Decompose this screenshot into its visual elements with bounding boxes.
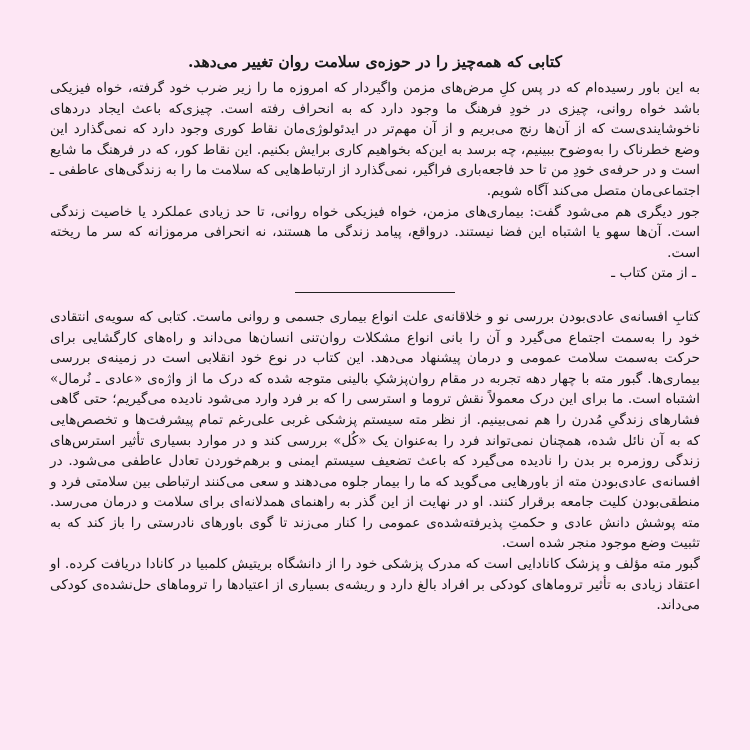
page-title: کتابی که همه‌چیز را در حوزه‌ی سلامت روان تغییر می‌دهد. <box>188 52 562 71</box>
quote-paragraph-2: جور دیگری هم می‌شود گفت: بیماری‌های مزمن، خواه فیزیکی خواه روانی، تا حد زیادی عملکرد یا خاصیت زندگی است. آن‌ها سهو یا اشتباه این فضا نیستند. درواقع، پیامد زندگی ما هستند، نه انحرافی مرموزانه که سر ما ریخته است. <box>50 203 700 261</box>
book-description-page <box>50 38 700 718</box>
review-paragraph-1: کتابِ افسانه‌ی عادی‌بودن بررسی نو و خلاقانه‌ی علت انواع بیماری جسمی و روانی ماست. کتابی که سویه‌ی انتقادی خود را به‌سمت اجتماع می‌گیرد و آن را بانی انواع مشکلات روان‌تنی انسان‌ها می‌داند و راه‌های کارگشایی برای حرکت به‌سمت سلامت عمومی و درمان پیشنهاد می‌دهد. این کتاب در نوع خود انقلابی است در زمینه‌ی بررسی بیماری‌ها. گبور مته با چهار دهه تجربه در مقام روان‌پزشکِ بالینی متوجه شده که درک ما از واژه‌ی «عادی ـ نُرمال» اشتباه است. ما برای این درک معمولاً نقش تروما و استرسی را که بر فرد وارد می‌شود نادیده می‌گیریم؛ حتی گاهی فشارهای زندگیِ مُدرن را هم نمی‌بینیم. از نظر مته سیستم پزشکی غربی علی‌رغم تمام پیشرفت‌ها و تخصص‌هایی که به آن نائل شده، همچنان نمی‌تواند فرد را به‌عنوان یک «کُل» بررسی کند و در موارد بسیاری تأثیر استرس‌های زندگی روزمره بر بدن را نادیده می‌گیرد که باعث تضعیف سیستم ایمنی و برهم‌خوردن تعادل عاطفی می‌شود. در افسانه‌ی عادی‌بودن مته از باورهایی می‌گوید که ما را بیمار جلوه می‌دهند و سعی می‌کنند ارتباطی بین سلامتی فرد و منطقی‌بودن کلیت جامعه برقرار کنند. او در نهایت از این گذر به راهنمای همدلانه‌ای برای سلامت و درمان می‌رسد. مته پوشش دانش عادی و حکمتِ پذیرفته‌شده‌ی عمومی را کنار می‌زند تا گوی باورهای نادرستی را باز کند که به تثبیت وضع موجود منجر شده است. <box>50 308 700 552</box>
section-divider <box>295 292 455 293</box>
review-paragraph-2: گبور مته مؤلف و پزشک کانادایی است که مدرک پزشکی خود را از دانشگاه بریتیش کلمبیا در کانادا دریافت کرده. او اعتقاد زیادی به تأثیر تروماهای کودکی بر افراد بالغ دارد و ریشه‌ی بسیاری از اعتیادها را تروماهای حل‌نشده‌ی کودکی می‌داند. <box>50 556 700 614</box>
quote-paragraph-1: به این باور رسیده‌ام که در پس کلِ مرض‌های مزمن واگیردار که امروزه ما را زیر ضرب خود گرفته، خواه فیزیکی باشد خواه روانی، چیزی در خودِ فرهنگ ما وجود دارد که به انحراف رفته است. چیزی‌که باعث ایجاد دردهای ناخوشایندی‌ست که از آن‌ها رنج می‌بریم و از آن مهم‌تر در ایدئولوژی‌مان نقاط کوری وجود دارد که نمی‌گذارد این وضع خطرناک را به‌وضوح ببینیم، چه برسد به این‌که بخواهیم کاری برایش بکنیم. این نقاط کور، که در فرهنگ ما شایع است و در حرفه‌ی خودِ من تا حد فاجعه‌باری فراگیر، نمی‌گذارد از ارتباط‌هایی که سلامت ما را به زندگی‌های عاطفی ـ اجتماعی‌مان متصل می‌کند آگاه شویم. <box>50 80 700 199</box>
quote-source: ـ از متن کتاب ـ <box>611 265 696 282</box>
